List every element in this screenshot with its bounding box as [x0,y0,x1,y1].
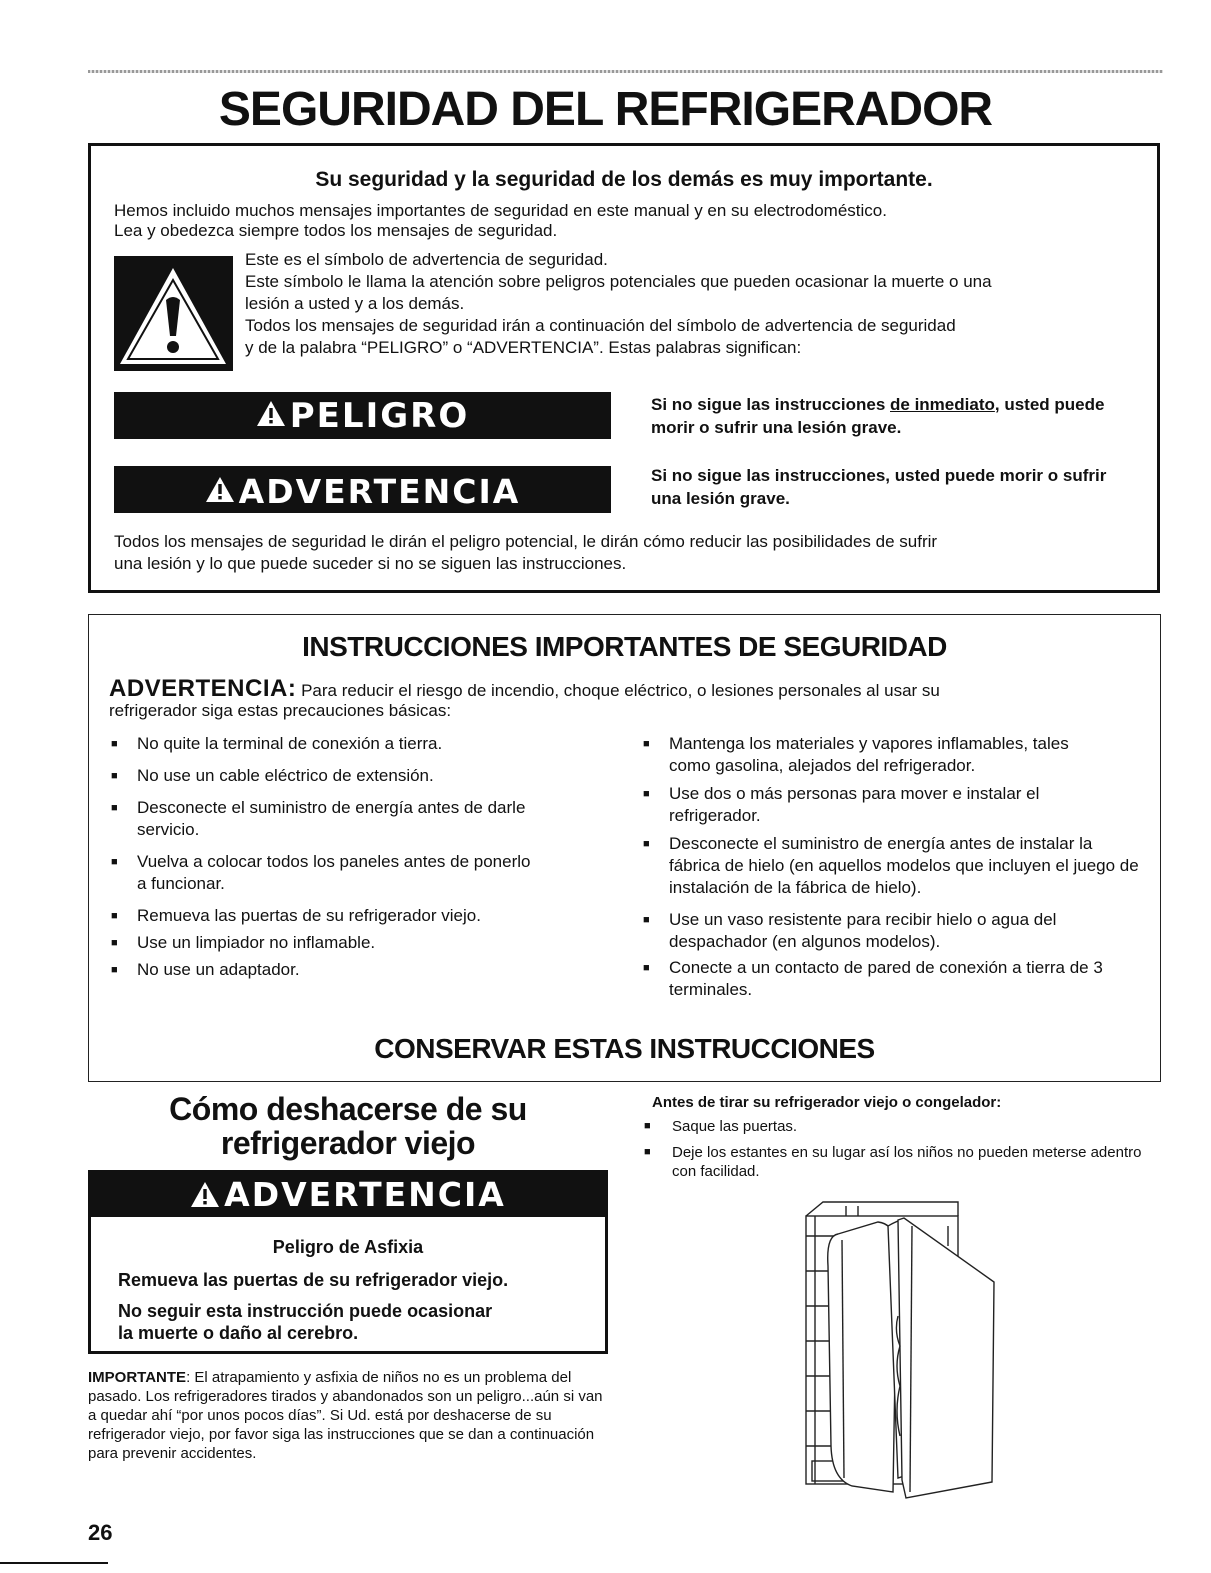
list-item: ■ Use un vaso resistente para recibir hielo o agua del despachador (en algunos modelos). [641,909,1111,953]
list-item: ■ Deje los estantes en su lugar así los niños no pueden meterse adentro con facilidad. [642,1143,1142,1181]
alert-triangle-icon [256,393,286,440]
list-item: ■ No quite la terminal de conexión a tierra. [109,733,579,755]
list-item: ■ Use un limpiador no inflamable. [109,932,579,954]
list-item: ■ Saque las puertas. [642,1117,1162,1136]
bottom-rule [0,1562,108,1564]
list-item: ■ Desconecte el suministro de energía antes de darle servicio. [109,797,539,841]
top-rule [88,70,1163,73]
safety-intro: Hemos incluido muchos mensajes importantes de seguridad en este manual y en su electrodoméstico. Lea y obedezca siempre todos los mensajes de seguridad. [114,201,887,240]
page-title: SEGURIDAD DEL REFRIGERADOR [218,83,993,136]
instructions-heading: INSTRUCCIONES IMPORTANTES DE SEGURIDAD [302,631,947,662]
refrigerator-illustration [798,1196,1004,1507]
advertencia-description: Si no sigue las instrucciones, usted puede morir o sufrir una lesión grave. [651,466,1107,508]
alert-triangle-icon [190,1175,220,1219]
precautions-left-list [109,733,579,981]
list-item: ■ Vuelva a colocar todos los paneles antes de ponerlo a funcionar. [109,851,539,895]
list-item: ■ Use dos o más personas para mover e instalar el refrigerador. [641,783,1091,827]
list-item: ■ Remueva las puertas de su refrigerador viejo. [109,905,579,927]
peligro-signal-word: PELIGRO [114,392,611,439]
symbol-description: Este es el símbolo de advertencia de seguridad. Este símbolo le llama la atención sobre peligros potenciales que pueden ocasionar la muerte o una lesión a usted y a los demás. Todos los mensajes de seguridad irán a continuación del símbolo de advertencia de seguridad y de la palabra “PELIGRO” o “ADVERTENCIA”. Estas palabras significan: [245,250,992,357]
disposal-title: Cómo deshacerse de su refrigerador viejo [169,1091,527,1161]
instructions-box [88,614,1161,1082]
list-item: ■ No use un adaptador. [109,959,579,981]
before-disposal-title: Antes de tirar su refrigerador viejo o congelador: [652,1094,1002,1111]
hazard-instruction: Remueva las puertas de su refrigerador viejo. [118,1270,509,1290]
important-note: IMPORTANTE: El atrapamiento y asfixia de niños no es un problema del pasado. Los refrigeradores tirados y abandonados son un peligro...aún si van a quedar ahí “por unos pocos días”. Si Ud. está por deshacerse de su refrigerador viejo, por favor siga las instrucciones que se dan a continuación para prevenir accidentes. [88,1369,603,1462]
safety-closing: Todos los mensajes de seguridad le dirán el peligro potencial, le dirán cómo reducir las posibilidades de sufrir una lesión y lo que puede suceder si no se siguen las instrucciones. [114,532,938,573]
instructions-footer: CONSERVAR ESTAS INSTRUCCIONES [374,1033,875,1064]
disposal-warning-box [88,1170,608,1354]
warning-triangle-icon [114,256,233,371]
advertencia-signal-word: ADVERTENCIA [114,466,611,513]
list-item: ■ Desconecte el suministro de energía antes de instalar la fábrica de hielo (en aquellos modelos que incluyen el juego de instalación de la fábrica de hielo). [641,833,1141,899]
advertencia-signal-word: ADVERTENCIA [91,1173,605,1217]
safety-heading: Su seguridad y la seguridad de los demás es muy importante. [315,168,933,191]
hazard-title: Peligro de Asfixia [272,1237,424,1257]
list-item: ■ Conecte a un contacto de pared de conexión a tierra de 3 terminales. [641,957,1141,1001]
safety-box [88,143,1160,593]
list-item: ■ No use un cable eléctrico de extensión. [109,765,579,787]
page-number: 26 [88,1520,113,1545]
list-item: ■ Mantenga los materiales y vapores inflamables, tales como gasolina, alejados del refrigerador. [641,733,1111,777]
peligro-description: Si no sigue las instrucciones de inmediato, usted puede morir o sufrir una lesión grave. [651,395,1105,437]
precautions-right-list [641,733,1141,1001]
hazard-consequence: No seguir esta instrucción puede ocasionar la muerte o daño al cerebro. [118,1301,493,1343]
alert-triangle-icon [205,468,235,515]
instructions-warning: ADVERTENCIA: Para reducir el riesgo de incendio, choque eléctrico, o lesiones personales al usar su refrigerador siga estas precauciones básicas: [109,675,940,720]
before-disposal-list [642,1117,1162,1188]
